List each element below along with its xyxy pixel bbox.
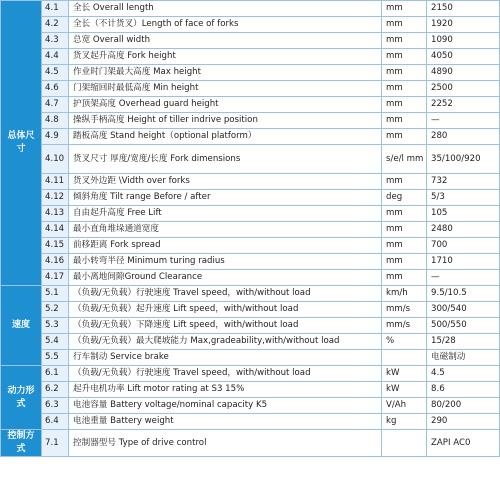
spec-unit: % <box>382 334 427 350</box>
spec-table-body <box>1 1 500 457</box>
spec-number: 5.3 <box>42 318 69 334</box>
spec-unit: mm <box>382 97 427 113</box>
spec-name: 门架缩回时最低高度 Min height <box>69 81 382 97</box>
table-row <box>1 174 500 190</box>
spec-unit: mm <box>382 129 427 145</box>
table-row <box>1 206 500 222</box>
spec-unit: mm <box>382 33 427 49</box>
spec-number: 4.8 <box>42 113 69 129</box>
spec-unit: mm <box>382 81 427 97</box>
table-row <box>1 113 500 129</box>
table-row <box>1 97 500 113</box>
table-row <box>1 190 500 206</box>
spec-number: 4.14 <box>42 222 69 238</box>
table-row <box>1 350 500 366</box>
spec-value: 80/200 <box>427 398 500 414</box>
spec-name: 自由起升高度 Free Lift <box>69 206 382 222</box>
spec-number: 4.3 <box>42 33 69 49</box>
spec-value: — <box>427 113 500 129</box>
table-row <box>1 65 500 81</box>
table-row <box>1 430 500 457</box>
spec-name: （负载/无负载）起升速度 Lift speed，with/without load <box>69 302 382 318</box>
table-row <box>1 222 500 238</box>
spec-unit: mm <box>382 174 427 190</box>
spec-value: 5/3 <box>427 190 500 206</box>
spec-name: 起升电机功率 Lift motor rating at S3 15% <box>69 382 382 398</box>
spec-value: 1090 <box>427 33 500 49</box>
spec-name: 作业时门架最大高度 Max height <box>69 65 382 81</box>
spec-value: — <box>427 270 500 286</box>
spec-number: 4.13 <box>42 206 69 222</box>
spec-name: （负载/无负载）行驶速度 Travel speed，with/without load <box>69 366 382 382</box>
section-label: 动力形式 <box>1 366 42 430</box>
spec-number: 4.2 <box>42 17 69 33</box>
spec-number: 4.10 <box>42 145 69 174</box>
spec-unit: mm <box>382 113 427 129</box>
spec-value: 290 <box>427 414 500 430</box>
spec-number: 6.4 <box>42 414 69 430</box>
spec-value: ZAPI AC0 <box>427 430 500 457</box>
table-row <box>1 238 500 254</box>
spec-value: 500/550 <box>427 318 500 334</box>
spec-value: 4890 <box>427 65 500 81</box>
spec-value: 2150 <box>427 1 500 17</box>
spec-unit <box>382 350 427 366</box>
section-label: 速度 <box>1 286 42 366</box>
spec-number: 4.12 <box>42 190 69 206</box>
table-row <box>1 382 500 398</box>
spec-value: 2500 <box>427 81 500 97</box>
spec-number: 5.5 <box>42 350 69 366</box>
spec-name: 最小离地间隙Ground Clearance <box>69 270 382 286</box>
spec-name: 操纵手柄高度 Height of tiller indrive position <box>69 113 382 129</box>
spec-unit: V/Ah <box>382 398 427 414</box>
spec-unit: kg <box>382 414 427 430</box>
spec-number: 4.7 <box>42 97 69 113</box>
spec-value: 35/100/920 <box>427 145 500 174</box>
spec-name: 全长 Overall length <box>69 1 382 17</box>
table-row <box>1 414 500 430</box>
spec-unit: kW <box>382 382 427 398</box>
table-row <box>1 1 500 17</box>
spec-name: 最小转弯半径 Minimum turing radius <box>69 254 382 270</box>
spec-name: 最小直角堆垛通道宽度 <box>69 222 382 238</box>
spec-value: 9.5/10.5 <box>427 286 500 302</box>
spec-unit: mm <box>382 65 427 81</box>
spec-name: 控制器型号 Type of drive control <box>69 430 382 457</box>
table-row <box>1 366 500 382</box>
spec-unit: mm <box>382 49 427 65</box>
spec-value: 8.6 <box>427 382 500 398</box>
spec-unit: mm/s <box>382 318 427 334</box>
spec-name: （负载/无负载）行驶速度 Travel speed，with/without load <box>69 286 382 302</box>
table-row <box>1 302 500 318</box>
spec-value: 1920 <box>427 17 500 33</box>
spec-name: 货叉尺寸 厚度/宽度/长度 Fork dimensions <box>69 145 382 174</box>
spec-unit: mm <box>382 270 427 286</box>
spec-value: 4050 <box>427 49 500 65</box>
table-row <box>1 254 500 270</box>
spec-unit: deg <box>382 190 427 206</box>
spec-name: 倾斜角度 Tilt range Before / after <box>69 190 382 206</box>
table-row <box>1 398 500 414</box>
spec-number: 4.16 <box>42 254 69 270</box>
table-row <box>1 286 500 302</box>
spec-number: 4.15 <box>42 238 69 254</box>
spec-name: 行车制动 Service brake <box>69 350 382 366</box>
spec-value: 2252 <box>427 97 500 113</box>
spec-number: 7.1 <box>42 430 69 457</box>
spec-number: 5.1 <box>42 286 69 302</box>
spec-name: （负载/无负载）下降速度 Lift speed，with/without load <box>69 318 382 334</box>
spec-number: 4.9 <box>42 129 69 145</box>
spec-name: 总宽 Overall width <box>69 33 382 49</box>
spec-unit: km/h <box>382 286 427 302</box>
spec-value: 2480 <box>427 222 500 238</box>
spec-number: 4.5 <box>42 65 69 81</box>
spec-value: 105 <box>427 206 500 222</box>
spec-number: 4.11 <box>42 174 69 190</box>
spec-value: 4.5 <box>427 366 500 382</box>
spec-unit <box>382 430 427 457</box>
spec-name: 前移距离 Fork spread <box>69 238 382 254</box>
spec-unit: mm <box>382 206 427 222</box>
spec-value: 700 <box>427 238 500 254</box>
spec-value: 15/28 <box>427 334 500 350</box>
spec-name: 货叉外边距 \Vidth over forks <box>69 174 382 190</box>
spec-number: 6.1 <box>42 366 69 382</box>
spec-number: 6.3 <box>42 398 69 414</box>
table-row <box>1 49 500 65</box>
spec-unit: mm <box>382 17 427 33</box>
spec-number: 4.1 <box>42 1 69 17</box>
spec-value: 300/540 <box>427 302 500 318</box>
spec-name: 全长（不计货叉）Length of face of forks <box>69 17 382 33</box>
table-row <box>1 334 500 350</box>
spec-name: 电池重量 Battery weight <box>69 414 382 430</box>
spec-name: 货叉起升高度 Fork height <box>69 49 382 65</box>
spec-unit: mm/s <box>382 302 427 318</box>
section-label: 控制方式 <box>1 430 42 457</box>
spec-number: 4.4 <box>42 49 69 65</box>
spec-number: 4.6 <box>42 81 69 97</box>
spec-number: 5.4 <box>42 334 69 350</box>
spec-unit: mm <box>382 254 427 270</box>
spec-unit: s/e/l mm <box>382 145 427 174</box>
spec-name: 电池容量 Battery voltage/nominal capacity K5 <box>69 398 382 414</box>
table-row <box>1 33 500 49</box>
spec-name: 踏板高度 Stand height（optional platform） <box>69 129 382 145</box>
spec-number: 4.17 <box>42 270 69 286</box>
spec-value: 1710 <box>427 254 500 270</box>
table-row <box>1 270 500 286</box>
spec-number: 6.2 <box>42 382 69 398</box>
spec-unit: kW <box>382 366 427 382</box>
spec-value: 电磁制动 <box>427 350 500 366</box>
spec-number: 5.2 <box>42 302 69 318</box>
spec-value: 732 <box>427 174 500 190</box>
table-row <box>1 17 500 33</box>
table-row <box>1 318 500 334</box>
section-label: 总体尺寸 <box>1 1 42 286</box>
spec-value: 280 <box>427 129 500 145</box>
spec-unit: mm <box>382 1 427 17</box>
spec-name: （负载/无负载）最大爬坡能力 Max,gradeability,with/without load <box>69 334 382 350</box>
spec-unit: mm <box>382 222 427 238</box>
table-row <box>1 145 500 174</box>
table-row <box>1 81 500 97</box>
spec-unit: mm <box>382 238 427 254</box>
table-row <box>1 129 500 145</box>
spec-name: 护顶架高度 Overhead guard height <box>69 97 382 113</box>
